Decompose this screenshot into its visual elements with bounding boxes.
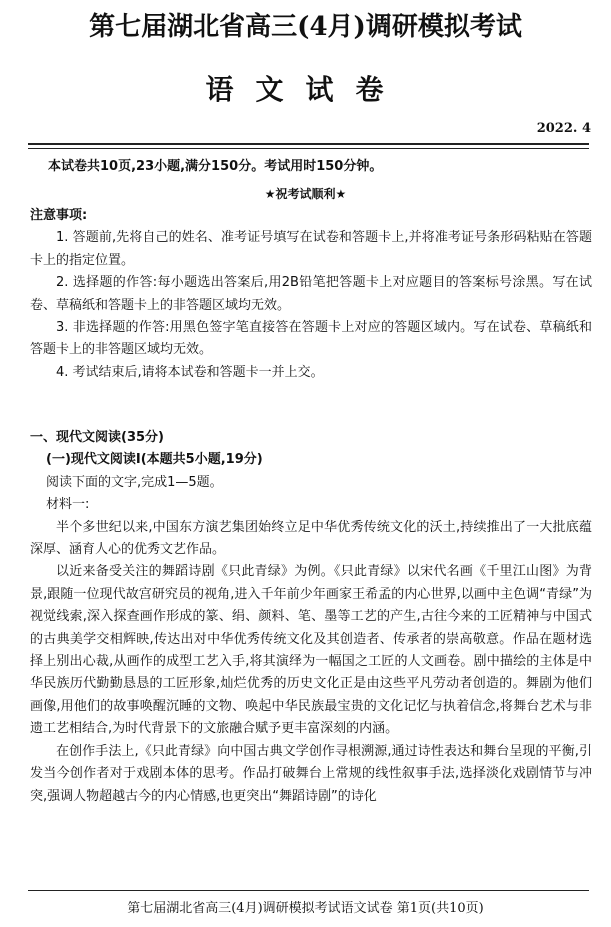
section-one: [30, 427, 592, 808]
instruction-item-2: 2. 选择题的作答:每小题选出答案后,用2B铅笔把答题卡上对应题目的答案标号涂黑。写在试卷、草稿纸和答题卡上的非答题区域均无效。: [30, 275, 592, 313]
instruction-item-3: 3. 非选择题的作答:用黑色签字笔直接答在答题卡上对应的答题区域内。写在试卷、草稿纸和答题卡上的非答题区域均无效。: [30, 320, 592, 358]
header-divider-thin: [28, 148, 589, 149]
footer-divider: [28, 890, 589, 891]
section-sub-heading: (一)现代文阅读Ⅰ(本题共5小题,19分): [46, 452, 263, 468]
reading-instruction: 阅读下面的文字,完成1—5题。: [46, 474, 223, 490]
instructions-block: [30, 205, 592, 384]
passage-paragraph-2: 以近来备受关注的舞蹈诗剧《只此青绿》为例。《只此青绿》以宋代名画《千里江山图》为背景,跟随一位现代故宫研究员的视角,进入千年前少年画家王希孟的内心世界,以画中主色调“青绿”为视觉线索,深入探查画作形成的篆、绢、颜料、笔、墨等工艺的产生,古往今来的工匠精神与中国式的古典美学交相辉映,传达出对中华优秀传统文化及其创造者、传承者的崇高敬意。作品在题材选择上别出心裁,从画作的成型工艺入手,将其演绎为一幅国之工匠的人文画卷。剧中描绘的主体是中华民族历代勤勤恳恳的工匠形象,灿烂优秀的历史文化正是由这些平凡劳动者创造的。舞剧为他们画像,用他们的故事唤醒沉睡的文物、唤起中华民族最宝贵的文化记忆与执着信念,将舞台艺术与非遗工艺相结合,为时代背景下的文旅融合赋予更丰富深刻的内涵。: [30, 564, 592, 737]
instruction-item-4: 4. 考试结束后,请将本试卷和答题卡一并上交。: [56, 364, 324, 380]
section-heading: 一、现代文阅读(35分): [30, 430, 164, 445]
exam-title: 第七届湖北省高三(4月)调研模拟考试: [89, 12, 522, 42]
material-label: 材料一:: [46, 497, 90, 513]
exam-date: 2022. 4: [536, 121, 591, 136]
exam-notice: 本试卷共10页,23小题,满分150分。考试用时150分钟。: [48, 159, 383, 174]
passage-paragraph-3: 在创作手法上,《只此青绿》向中国古典文学创作寻根溯源,通过诗性表达和舞台呈现的平衡,引发当今创作者对于戏剧本体的思考。作品打破舞台上常规的线性叙事手法,选择淡化戏剧情节与冲突,强调人物超越古今的内心情感,也更突出“舞蹈诗剧”的诗化: [30, 743, 592, 804]
instructions-heading: 注意事项:: [30, 208, 88, 223]
exam-subject-title: 语文试卷: [205, 73, 406, 106]
page-footer: 第七届湖北省高三(4月)调研模拟考试语文试卷 第1页(共10页): [127, 901, 484, 916]
header-divider-thick: [28, 143, 589, 145]
instruction-item-1: 1. 答题前,先将自己的姓名、准考证号填写在试卷和答题卡上,并将准考证号条形码粘贴在答题卡上的指定位置。: [30, 230, 592, 268]
good-luck-line: ★祝考试顺利★: [264, 187, 347, 201]
passage-paragraph-1: 半个多世纪以来,中国东方演艺集团始终立足中华优秀传统文化的沃土,持续推出了一大批底蕴深厚、涵育人心的优秀文艺作品。: [30, 519, 592, 558]
